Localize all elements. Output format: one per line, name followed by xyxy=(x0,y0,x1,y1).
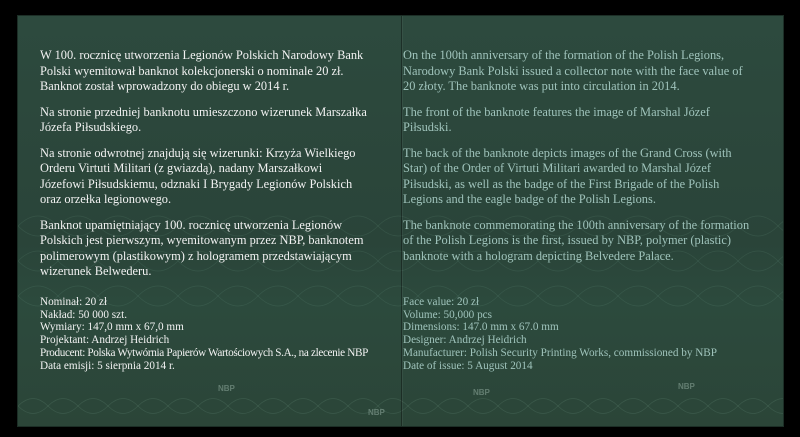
fact-designer: Projektant: Andrzej Heidrich xyxy=(40,334,170,347)
nbp-watermark: NBP xyxy=(218,384,235,393)
english-paragraph: The front of the banknote features the image of Marshal Józef Piłsudski. xyxy=(403,104,710,134)
polish-paragraph: Na stronie odwrotnej znajdują się wizerunki: Krzyża Wielkiego Orderu Virtuti Militari (z gwiazdą), nadany Marszałkowi Józefowi Piłsudskiemu, odznaki I Brygady Legionów Polskich oraz orzełka legionowego. xyxy=(40,145,356,206)
fact-designer: Designer: Andrzej Heidrich xyxy=(403,334,527,347)
polish-paragraph: W 100. rocznicę utworzenia Legionów Polskich Narodowy Bank Polski wyemitował banknot kolekcjonerski o nominale 20 zł. Banknot został wprowadzony do obiegu w 2014 r. xyxy=(40,48,364,93)
fact-volume: Volume: 50,000 pcs xyxy=(403,308,492,321)
fact-dimensions: Dimensions: 147.0 mm x 67.0 mm xyxy=(403,321,559,334)
fact-volume: Nakład: 50 000 szt. xyxy=(40,308,127,321)
polish-facts-list xyxy=(40,296,368,372)
nbp-watermark: NBP xyxy=(368,408,385,417)
english-paragraph: The back of the banknote depicts images of the Grand Cross (with Star) of the Order of Virtuti Militari awarded to Marshal Józef Piłsudski, as well as the badge of the First Brigade of the Polish Legions and the eagle badge of the Polish Legions. xyxy=(403,145,732,206)
fact-manufacturer: Producent: Polska Wytwórnia Papierów Wartościowych S.A., na zlecenie NBP xyxy=(40,346,368,359)
fact-issue-date: Data emisji: 5 sierpnia 2014 r. xyxy=(40,359,175,372)
polish-paragraph: Na stronie przedniej banknotu umieszczono wizerunek Marszałka Józefa Piłsudskiego. xyxy=(40,104,367,134)
english-text-column xyxy=(403,48,753,274)
english-facts-list xyxy=(403,296,717,372)
english-paragraph: The banknote commemorating the 100th anniversary of the formation of the Polish Legions is the first, issued by NBP, polymer (plastic) banknote with a hologram depicting Belvedere Palace. xyxy=(403,217,750,263)
fact-dimensions: Wymiary: 147,0 mm x 67,0 mm xyxy=(40,321,184,334)
polish-text-column xyxy=(40,48,370,290)
english-paragraph: On the 100th anniversary of the formation of the Polish Legions, Narodowy Bank Polski issued a collector note with the face value of 20 złoty. The banknote was put into circulation in 2014. xyxy=(403,48,743,93)
nbp-watermark: NBP xyxy=(473,388,490,397)
fact-issue-date: Date of issue: 5 August 2014 xyxy=(403,359,533,372)
nbp-watermark: NBP xyxy=(678,382,695,391)
fact-manufacturer: Manufacturer: Polish Security Printing Works, commissioned by NBP xyxy=(403,346,717,359)
fact-face-value: Face value: 20 zł xyxy=(403,296,480,308)
polish-paragraph: Banknot upamiętniający 100. rocznicę utworzenia Legionów Polskich jest pierwszym, wyemitowanym przez NBP, banknotem polimerowym (plastikowym) z hologramem przedstawiającym wizerunek Belwederu. xyxy=(40,217,364,278)
fact-face-value: Nominał: 20 zł xyxy=(40,296,108,308)
